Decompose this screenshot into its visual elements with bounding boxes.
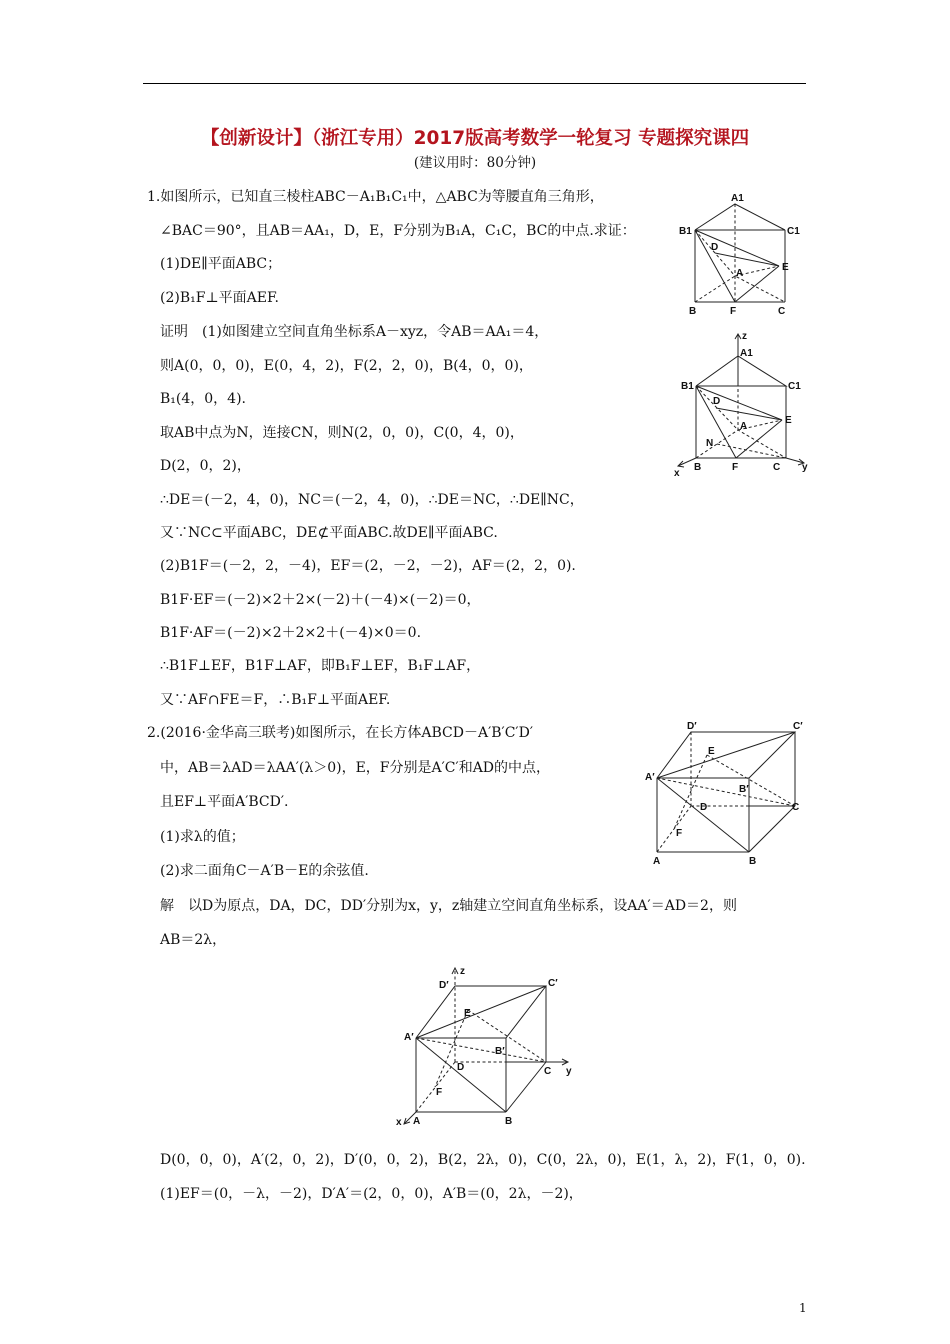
fig4-label: C	[544, 1066, 552, 1077]
fig1-label: C	[778, 306, 786, 317]
problem2-line: 2.(2016·金华高三联考)如图所示，在长方体ABCD－A′B′C′D′	[147, 725, 534, 741]
fig2-label: C	[773, 462, 781, 473]
fig1-label: A	[736, 268, 744, 279]
problem1-line: 证明 (1)如图建立空间直角坐标系A－xyz，令AB＝AA₁＝4，	[160, 324, 549, 340]
fig1-label: B	[689, 306, 697, 317]
fig3-label: D	[700, 802, 708, 813]
problem2-line: 解 以D为原点，DA，DC，DD′分别为x，y，z轴建立空间直角坐标系，设AA′＝AD＝2，则	[160, 898, 737, 914]
fig2-label: B1	[681, 381, 694, 392]
problem2-line: (1)EF＝(0，－λ，－2)，D′A′＝(2，0，0)，A′B＝(0，2λ，－2)，	[160, 1186, 583, 1202]
fig1-label: F	[730, 306, 737, 317]
fig4-label: C′	[548, 978, 558, 989]
problem1-line: (1)DE∥平面ABC；	[160, 256, 282, 272]
problem1-line: 又∵AF∩FE＝F，∴B₁F⊥平面AEF.	[160, 692, 391, 708]
fig3-label: C	[792, 802, 800, 813]
fig2-label: N	[706, 438, 714, 449]
cuboid-figure-3	[645, 718, 815, 868]
prism-figure-1	[675, 190, 805, 320]
fig2-label: A1	[740, 348, 753, 359]
fig3-label: B′	[739, 784, 749, 795]
problem1-line: 取AB中点为N，连接CN，则N(2，0，0)，C(0，4，0)，	[160, 425, 524, 441]
fig2-label: E	[785, 415, 792, 426]
fig4-label: E	[464, 1008, 471, 1019]
fig1-label: B1	[679, 226, 692, 237]
fig4-label: x	[396, 1117, 402, 1128]
fig3-label: F	[676, 828, 683, 839]
fig1-label: A1	[731, 193, 744, 204]
fig1-label: D	[711, 242, 719, 253]
fig2-label: B	[694, 462, 702, 473]
fig3-label: C′	[793, 721, 803, 732]
problem2-line: D(0，0，0)，A′(2，0，2)，D′(0，0，2)，B(2，2λ，0)，C(0，2λ，0)，E(1，λ，2)，F(1，0，0).	[160, 1152, 806, 1168]
fig4-label: B	[505, 1116, 513, 1127]
fig4-label: y	[566, 1066, 572, 1077]
fig2-label: C1	[788, 381, 801, 392]
suggested-time: (建议用时：80分钟)	[413, 155, 537, 171]
problem1-line: D(2，0，2)，	[160, 458, 251, 474]
problem2-line: AB＝2λ，	[160, 932, 227, 948]
fig4-label: A	[413, 1116, 421, 1127]
problem1-line: (2)B1F＝(－2，2，－4)，EF＝(2，－2，－2)，AF＝(2，2，0).	[160, 558, 576, 574]
fig2-label: z	[742, 331, 747, 342]
problem1-line: B1F·EF＝(－2)×2＋2×(－2)＋(－4)×(－2)＝0，	[160, 592, 481, 608]
fig2-label: F	[732, 462, 739, 473]
fig4-label: A′	[404, 1032, 414, 1043]
problem1-line: ∴B1F⊥EF，B1F⊥AF，即B₁F⊥EF，B₁F⊥AF，	[160, 658, 481, 674]
prism-figure-2	[670, 330, 815, 480]
fig4-label: F	[436, 1087, 443, 1098]
problem2-line: (2)求二面角C－A′B－E的余弦值.	[160, 863, 369, 879]
problem2-line: 中，AB＝λAD＝λAA′(λ＞0)，E，F分别是A′C′和AD的中点，	[160, 760, 551, 776]
fig3-label: A′	[645, 772, 655, 783]
page-title: 【创新设计】（浙江专用）2017版高考数学一轮复习 专题探究课四	[200, 128, 750, 149]
fig2-label: x	[674, 468, 680, 479]
problem2-line: (1)求λ的值；	[160, 829, 245, 845]
header-rule	[143, 83, 806, 84]
cuboid-figure-4	[390, 962, 590, 1132]
fig1-label: E	[782, 262, 789, 273]
fig2-label: y	[802, 462, 808, 473]
fig3-label: E	[708, 746, 715, 757]
fig3-label: B	[749, 856, 757, 867]
fig4-label: D′	[439, 980, 449, 991]
problem1-line: 则A(0，0，0)，E(0，4，2)，F(2，2，0)，B(4，0，0)，	[160, 358, 533, 374]
fig4-label: D	[457, 1062, 465, 1073]
problem1-line: ∴DE＝(－2，4，0)，NC＝(－2，4，0)，∴DE＝NC，∴DE∥NC，	[160, 492, 584, 508]
fig3-label: D′	[687, 721, 697, 732]
fig4-label: z	[460, 966, 465, 977]
page-number: 1	[799, 1301, 807, 1315]
problem2-line: 且EF⊥平面A′BCD′.	[160, 794, 289, 810]
fig2-label: A	[740, 421, 748, 432]
problem1-line: 又∵NC⊂平面ABC，DE⊄平面ABC.故DE∥平面ABC.	[160, 525, 498, 541]
problem1-line: B₁(4，0，4).	[160, 391, 246, 407]
problem1-line: ∠BAC＝90°，且AB＝AA₁，D，E，F分别为B₁A，C₁C，BC的中点.求证：	[160, 223, 636, 239]
problem1-line: B1F·AF＝(－2)×2＋2×2＋(－4)×0＝0.	[160, 625, 422, 641]
problem1-line: 1.如图所示，已知直三棱柱ABC－A₁B₁C₁中，△ABC为等腰直角三角形，	[147, 189, 604, 205]
problem1-line: (2)B₁F⊥平面AEF.	[160, 290, 279, 306]
fig2-label: D	[713, 396, 721, 407]
fig1-label: C1	[787, 226, 800, 237]
fig3-label: A	[653, 856, 661, 867]
fig4-label: B′	[495, 1046, 505, 1057]
